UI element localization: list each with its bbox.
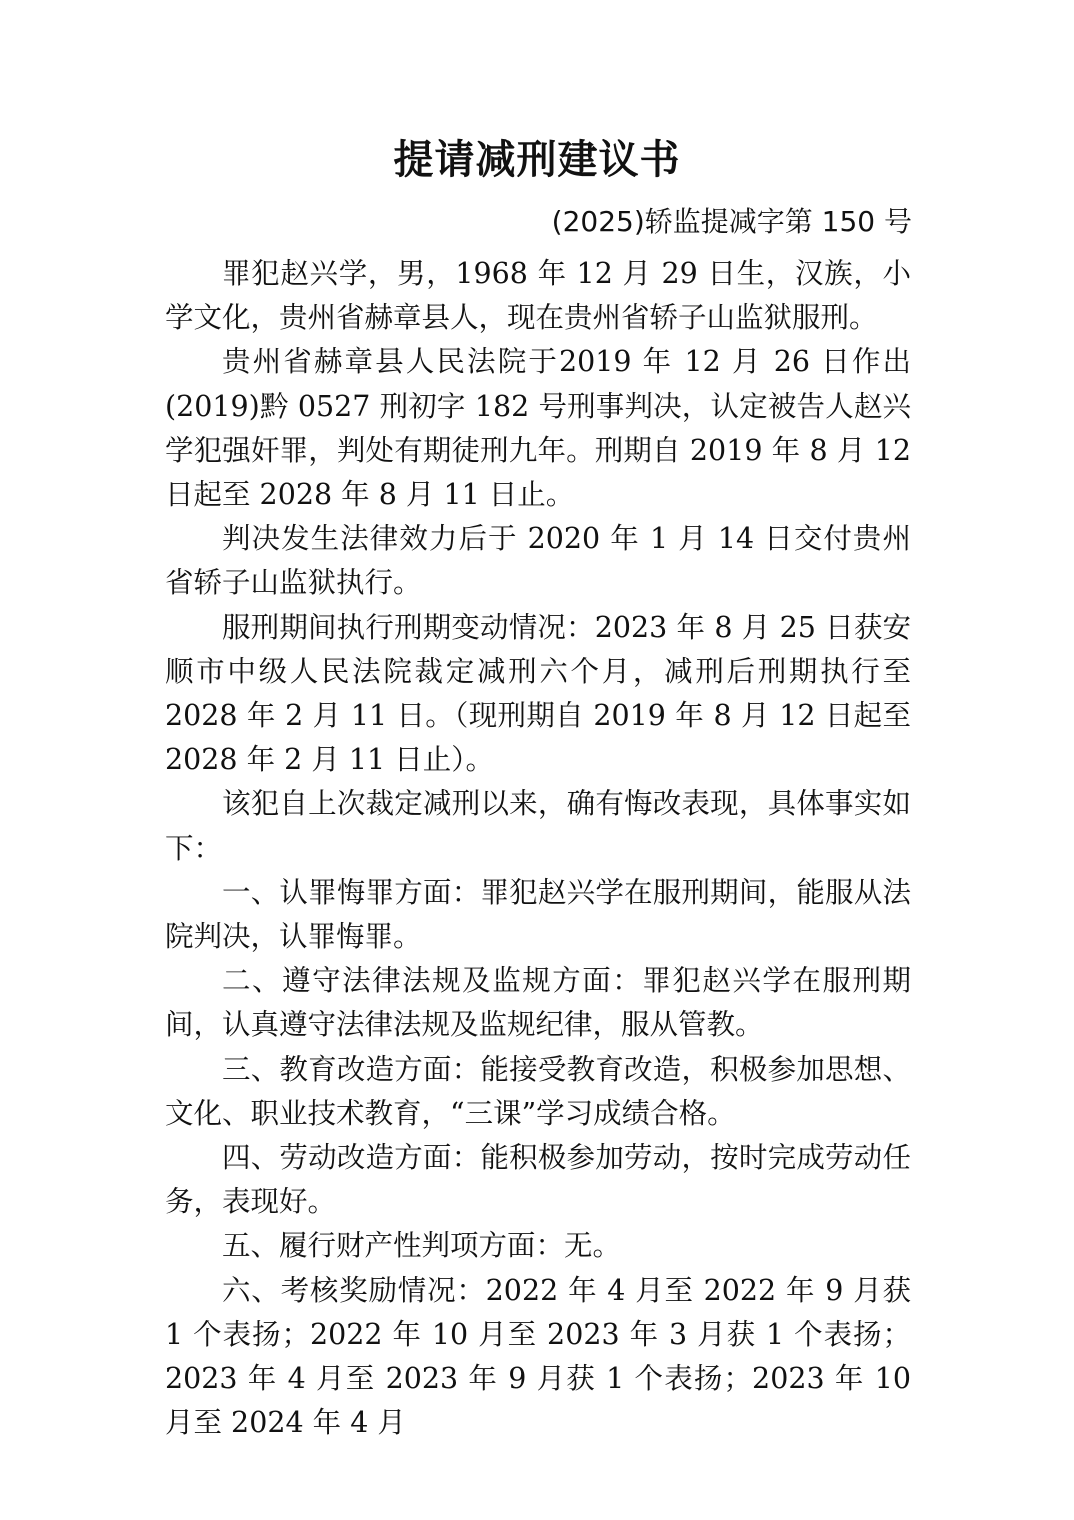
document-title: 提请减刑建议书 (393, 136, 681, 183)
paragraph-original-judgment: 贵州省赫章县人民法院于2019 年 12 月 26 日作出(2019)黔 0527 刑初字 182 号刑事判决，认定被告人赵兴学犯强奸罪，判处有期徒刑九年。刑期自 2019 年 8 月 12 日起至 2028 年 8 月 11 日止。 (165, 345, 911, 512)
paragraph-facts-intro: 该犯自上次裁定减刑以来，确有悔改表现，具体事实如下： (165, 787, 911, 865)
document-body (165, 252, 911, 1445)
paragraph-personal-info: 罪犯赵兴学，男，1968 年 12 月 29 日生，汉族，小学文化，贵州省赫章县人，现在贵州省轿子山监狱服刑。 (165, 257, 911, 335)
document-number: (2025)轿监提减字第 150 号 (551, 205, 912, 238)
paragraph-rewards: 六、考核奖励情况：2022 年 4 月至 2022 年 9 月获 1 个表扬；2022 年 10 月至 2023 年 3 月获 1 个表扬；2023 年 4 月至 2023 年 9 月获 1 个表扬；2023 年 10 月至 2024 年 4 月 (165, 1273, 911, 1440)
paragraph-sentence-changes: 服刑期间执行刑期变动情况：2023 年 8 月 25 日获安顺市中级人民法院裁定减刑六个月，减刑后刑期执行至 2028 年 2 月 11 日。（现刑期自 2019 年 8 月 12 日起至 2028 年 2 月 11 日止）。 (165, 610, 911, 777)
paragraph-remorse: 一、认罪悔罪方面：罪犯赵兴学在服刑期间，能服从法院判决，认罪悔罪。 (165, 875, 911, 954)
paragraph-property-judgment: 五、履行财产性判项方面：无。 (222, 1229, 622, 1263)
paragraph-education: 三、教育改造方面：能接受教育改造，积极参加思想、文化、职业技术教育，“三课”学习成绩合格。 (165, 1052, 911, 1130)
paragraph-execution-delivery: 判决发生法律效力后于 2020 年 1 月 14 日交付贵州省轿子山监狱执行。 (165, 522, 911, 600)
paragraph-law-compliance: 二、遵守法律法规及监规方面：罪犯赵兴学在服刑期间，认真遵守法律法规及监规纪律，服从管教。 (165, 964, 911, 1042)
paragraph-labor: 四、劳动改造方面：能积极参加劳动，按时完成劳动任务，表现好。 (165, 1141, 911, 1219)
